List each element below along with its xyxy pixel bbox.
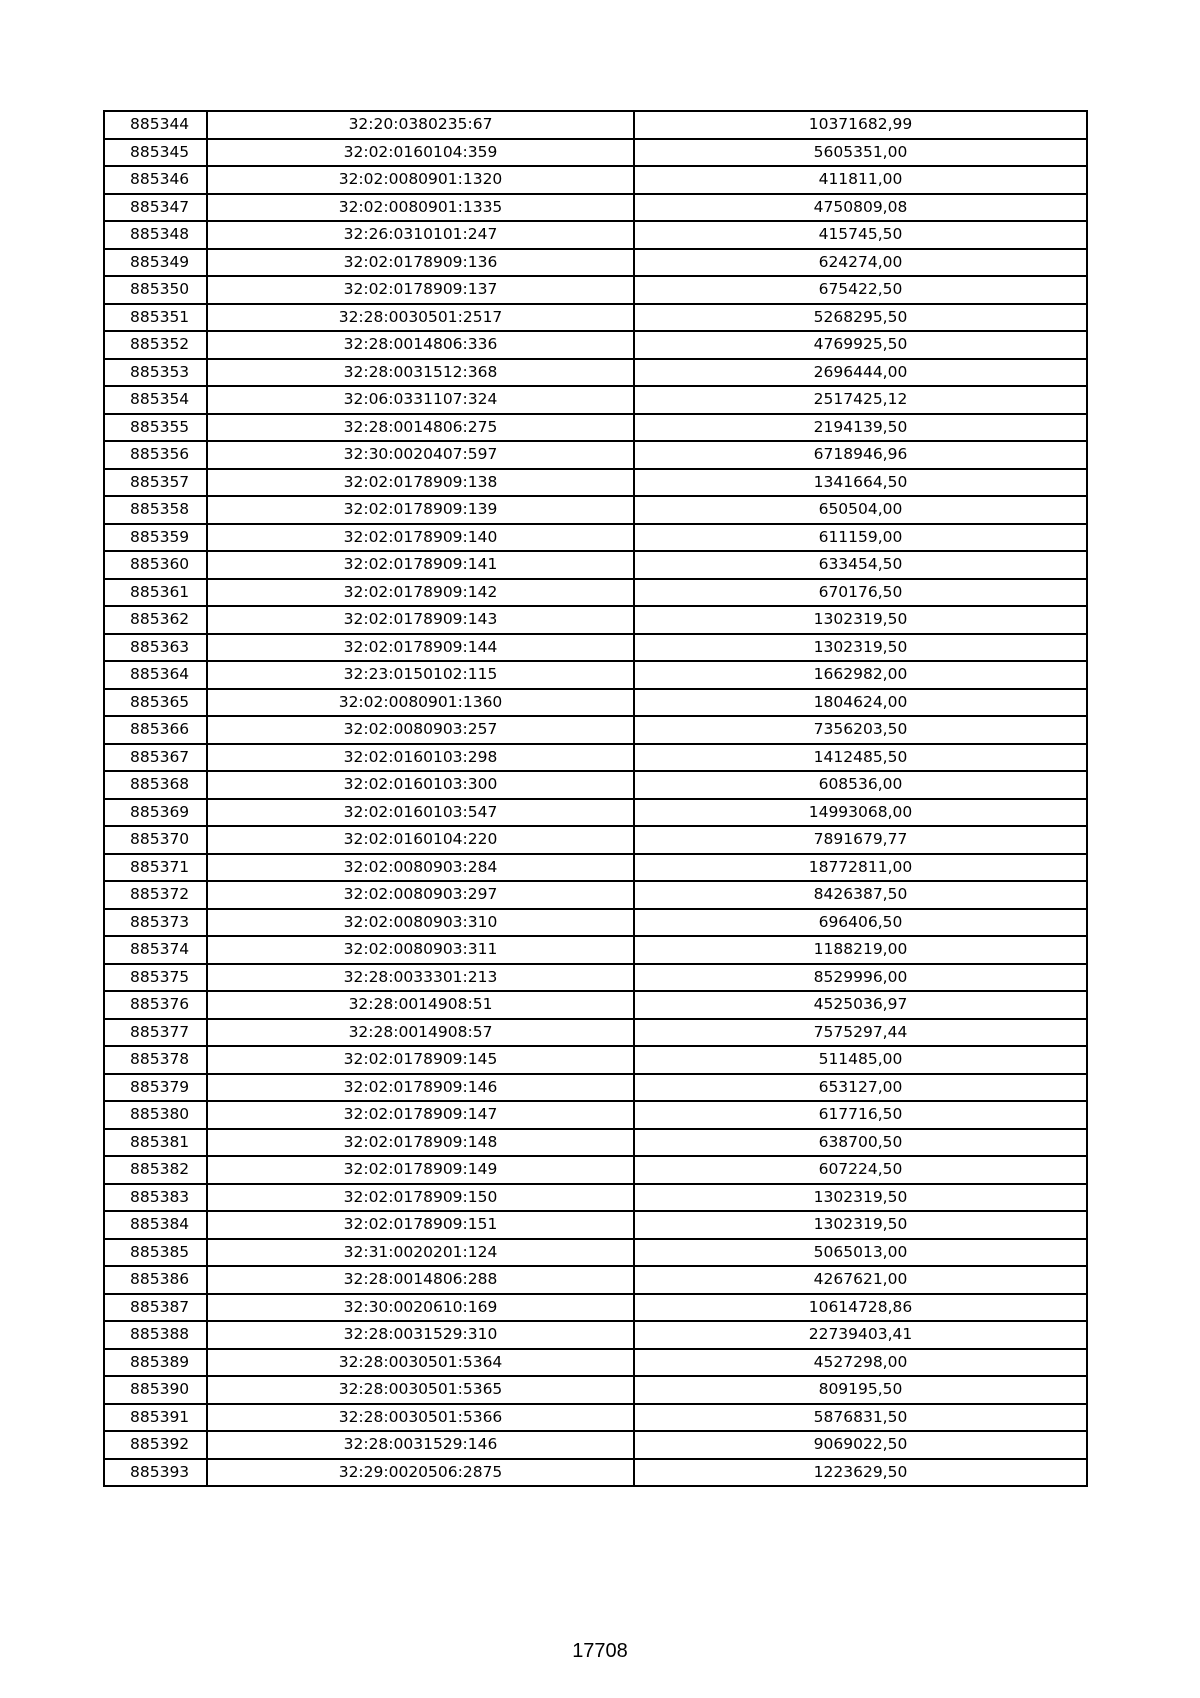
record-number-cell: 885392 [104,1431,207,1459]
cadastral-value-cell: 675422,50 [634,276,1087,304]
record-number-cell: 885365 [104,689,207,717]
record-number-cell: 885345 [104,139,207,167]
record-number-cell: 885352 [104,331,207,359]
cadastral-value-cell: 4525036,97 [634,991,1087,1019]
registry-table [103,110,1088,1487]
cadastral-number-cell: 32:29:0020506:2875 [207,1459,634,1487]
cadastral-value-cell: 8426387,50 [634,881,1087,909]
table-row [104,881,1087,909]
registry-table-body [104,111,1087,1486]
cadastral-value-cell: 2194139,50 [634,414,1087,442]
record-number-cell: 885348 [104,221,207,249]
table-row [104,991,1087,1019]
cadastral-value-cell: 4527298,00 [634,1349,1087,1377]
record-number-cell: 885350 [104,276,207,304]
cadastral-value-cell: 18772811,00 [634,854,1087,882]
table-row [104,634,1087,662]
table-row [104,1349,1087,1377]
cadastral-number-cell: 32:02:0160103:547 [207,799,634,827]
cadastral-value-cell: 10614728,86 [634,1294,1087,1322]
table-row [104,469,1087,497]
table-row [104,1019,1087,1047]
record-number-cell: 885378 [104,1046,207,1074]
table-row [104,166,1087,194]
cadastral-value-cell: 6718946,96 [634,441,1087,469]
cadastral-number-cell: 32:28:0014806:288 [207,1266,634,1294]
record-number-cell: 885379 [104,1074,207,1102]
cadastral-number-cell: 32:02:0160103:298 [207,744,634,772]
cadastral-value-cell: 4267621,00 [634,1266,1087,1294]
table-row [104,1211,1087,1239]
record-number-cell: 885366 [104,716,207,744]
cadastral-number-cell: 32:28:0014806:275 [207,414,634,442]
cadastral-number-cell: 32:02:0080901:1320 [207,166,634,194]
record-number-cell: 885386 [104,1266,207,1294]
cadastral-number-cell: 32:02:0178909:136 [207,249,634,277]
cadastral-value-cell: 696406,50 [634,909,1087,937]
cadastral-number-cell: 32:28:0031529:310 [207,1321,634,1349]
cadastral-value-cell: 1662982,00 [634,661,1087,689]
cadastral-value-cell: 650504,00 [634,496,1087,524]
table-row [104,1321,1087,1349]
cadastral-value-cell: 2517425,12 [634,386,1087,414]
table-row [104,909,1087,937]
cadastral-value-cell: 653127,00 [634,1074,1087,1102]
record-number-cell: 885359 [104,524,207,552]
table-row [104,744,1087,772]
cadastral-value-cell: 14993068,00 [634,799,1087,827]
cadastral-number-cell: 32:02:0178909:147 [207,1101,634,1129]
record-number-cell: 885374 [104,936,207,964]
table-row [104,414,1087,442]
cadastral-number-cell: 32:02:0178909:140 [207,524,634,552]
cadastral-value-cell: 1412485,50 [634,744,1087,772]
table-row [104,304,1087,332]
record-number-cell: 885375 [104,964,207,992]
cadastral-number-cell: 32:02:0178909:148 [207,1129,634,1157]
record-number-cell: 885364 [104,661,207,689]
record-number-cell: 885393 [104,1459,207,1487]
cadastral-number-cell: 32:30:0020610:169 [207,1294,634,1322]
cadastral-number-cell: 32:28:0033301:213 [207,964,634,992]
record-number-cell: 885357 [104,469,207,497]
table-row [104,826,1087,854]
cadastral-value-cell: 4750809,08 [634,194,1087,222]
cadastral-number-cell: 32:28:0030501:2517 [207,304,634,332]
cadastral-value-cell: 1804624,00 [634,689,1087,717]
record-number-cell: 885368 [104,771,207,799]
record-number-cell: 885384 [104,1211,207,1239]
cadastral-value-cell: 8529996,00 [634,964,1087,992]
table-row [104,221,1087,249]
cadastral-value-cell: 611159,00 [634,524,1087,552]
table-row [104,1404,1087,1432]
cadastral-number-cell: 32:02:0178909:143 [207,606,634,634]
table-row [104,854,1087,882]
cadastral-number-cell: 32:02:0178909:145 [207,1046,634,1074]
record-number-cell: 885391 [104,1404,207,1432]
record-number-cell: 885387 [104,1294,207,1322]
cadastral-number-cell: 32:02:0178909:139 [207,496,634,524]
cadastral-value-cell: 22739403,41 [634,1321,1087,1349]
cadastral-number-cell: 32:02:0080903:297 [207,881,634,909]
cadastral-number-cell: 32:02:0160103:300 [207,771,634,799]
cadastral-value-cell: 511485,00 [634,1046,1087,1074]
record-number-cell: 885370 [104,826,207,854]
table-row [104,1376,1087,1404]
cadastral-value-cell: 1341664,50 [634,469,1087,497]
record-number-cell: 885354 [104,386,207,414]
cadastral-value-cell: 5268295,50 [634,304,1087,332]
cadastral-number-cell: 32:28:0031512:368 [207,359,634,387]
record-number-cell: 885367 [104,744,207,772]
cadastral-value-cell: 809195,50 [634,1376,1087,1404]
cadastral-number-cell: 32:02:0178909:142 [207,579,634,607]
cadastral-value-cell: 617716,50 [634,1101,1087,1129]
table-row [104,1101,1087,1129]
table-row [104,964,1087,992]
cadastral-number-cell: 32:02:0160104:359 [207,139,634,167]
table-row [104,661,1087,689]
table-row [104,1129,1087,1157]
record-number-cell: 885389 [104,1349,207,1377]
cadastral-number-cell: 32:02:0178909:150 [207,1184,634,1212]
record-number-cell: 885363 [104,634,207,662]
record-number-cell: 885377 [104,1019,207,1047]
cadastral-number-cell: 32:02:0080903:311 [207,936,634,964]
record-number-cell: 885344 [104,111,207,139]
record-number-cell: 885361 [104,579,207,607]
record-number-cell: 885383 [104,1184,207,1212]
record-number-cell: 885390 [104,1376,207,1404]
cadastral-number-cell: 32:02:0178909:144 [207,634,634,662]
cadastral-value-cell: 415745,50 [634,221,1087,249]
record-number-cell: 885355 [104,414,207,442]
cadastral-value-cell: 4769925,50 [634,331,1087,359]
record-number-cell: 885376 [104,991,207,1019]
cadastral-value-cell: 670176,50 [634,579,1087,607]
table-row [104,799,1087,827]
cadastral-value-cell: 607224,50 [634,1156,1087,1184]
table-row [104,441,1087,469]
cadastral-number-cell: 32:30:0020407:597 [207,441,634,469]
table-row [104,1294,1087,1322]
cadastral-number-cell: 32:31:0020201:124 [207,1239,634,1267]
page-number: 17708 [572,1640,628,1662]
cadastral-number-cell: 32:28:0030501:5366 [207,1404,634,1432]
cadastral-value-cell: 5605351,00 [634,139,1087,167]
record-number-cell: 885385 [104,1239,207,1267]
cadastral-number-cell: 32:02:0080901:1335 [207,194,634,222]
cadastral-number-cell: 32:02:0080903:257 [207,716,634,744]
cadastral-number-cell: 32:02:0178909:149 [207,1156,634,1184]
table-row [104,524,1087,552]
cadastral-value-cell: 7575297,44 [634,1019,1087,1047]
record-number-cell: 885382 [104,1156,207,1184]
table-row [104,936,1087,964]
record-number-cell: 885372 [104,881,207,909]
cadastral-number-cell: 32:02:0178909:138 [207,469,634,497]
cadastral-value-cell: 411811,00 [634,166,1087,194]
cadastral-value-cell: 1302319,50 [634,1184,1087,1212]
record-number-cell: 885358 [104,496,207,524]
table-row [104,249,1087,277]
record-number-cell: 885371 [104,854,207,882]
table-row [104,359,1087,387]
table-row [104,1431,1087,1459]
cadastral-number-cell: 32:02:0080903:310 [207,909,634,937]
table-row [104,1184,1087,1212]
cadastral-number-cell: 32:28:0031529:146 [207,1431,634,1459]
cadastral-number-cell: 32:20:0380235:67 [207,111,634,139]
cadastral-number-cell: 32:28:0014908:57 [207,1019,634,1047]
record-number-cell: 885373 [104,909,207,937]
cadastral-value-cell: 5065013,00 [634,1239,1087,1267]
record-number-cell: 885369 [104,799,207,827]
cadastral-number-cell: 32:02:0178909:141 [207,551,634,579]
table-row [104,606,1087,634]
table-row [104,276,1087,304]
table-row [104,139,1087,167]
cadastral-number-cell: 32:28:0014908:51 [207,991,634,1019]
record-number-cell: 885353 [104,359,207,387]
cadastral-value-cell: 9069022,50 [634,1431,1087,1459]
record-number-cell: 885362 [104,606,207,634]
table-row [104,331,1087,359]
table-row [104,551,1087,579]
table-row [104,579,1087,607]
cadastral-value-cell: 7356203,50 [634,716,1087,744]
table-row [104,194,1087,222]
record-number-cell: 885381 [104,1129,207,1157]
cadastral-value-cell: 1302319,50 [634,1211,1087,1239]
cadastral-number-cell: 32:02:0160104:220 [207,826,634,854]
cadastral-number-cell: 32:02:0178909:146 [207,1074,634,1102]
cadastral-value-cell: 5876831,50 [634,1404,1087,1432]
cadastral-number-cell: 32:02:0080903:284 [207,854,634,882]
record-number-cell: 885347 [104,194,207,222]
cadastral-number-cell: 32:28:0014806:336 [207,331,634,359]
table-row [104,1239,1087,1267]
table-row [104,771,1087,799]
cadastral-value-cell: 1188219,00 [634,936,1087,964]
table-row [104,1266,1087,1294]
cadastral-value-cell: 624274,00 [634,249,1087,277]
cadastral-value-cell: 10371682,99 [634,111,1087,139]
cadastral-value-cell: 1302319,50 [634,634,1087,662]
table-row [104,716,1087,744]
cadastral-number-cell: 32:28:0030501:5364 [207,1349,634,1377]
table-row [104,1156,1087,1184]
record-number-cell: 885351 [104,304,207,332]
cadastral-value-cell: 638700,50 [634,1129,1087,1157]
cadastral-value-cell: 1223629,50 [634,1459,1087,1487]
record-number-cell: 885388 [104,1321,207,1349]
cadastral-value-cell: 608536,00 [634,771,1087,799]
cadastral-number-cell: 32:26:0310101:247 [207,221,634,249]
table-row [104,1074,1087,1102]
table-row [104,1459,1087,1487]
record-number-cell: 885356 [104,441,207,469]
record-number-cell: 885346 [104,166,207,194]
table-row [104,1046,1087,1074]
table-row [104,496,1087,524]
cadastral-number-cell: 32:06:0331107:324 [207,386,634,414]
record-number-cell: 885380 [104,1101,207,1129]
cadastral-number-cell: 32:23:0150102:115 [207,661,634,689]
table-row [104,386,1087,414]
cadastral-value-cell: 633454,50 [634,551,1087,579]
cadastral-value-cell: 2696444,00 [634,359,1087,387]
table-row [104,689,1087,717]
cadastral-value-cell: 1302319,50 [634,606,1087,634]
cadastral-value-cell: 7891679,77 [634,826,1087,854]
cadastral-number-cell: 32:02:0080901:1360 [207,689,634,717]
cadastral-number-cell: 32:02:0178909:151 [207,1211,634,1239]
record-number-cell: 885349 [104,249,207,277]
record-number-cell: 885360 [104,551,207,579]
table-row [104,111,1087,139]
cadastral-number-cell: 32:28:0030501:5365 [207,1376,634,1404]
cadastral-number-cell: 32:02:0178909:137 [207,276,634,304]
